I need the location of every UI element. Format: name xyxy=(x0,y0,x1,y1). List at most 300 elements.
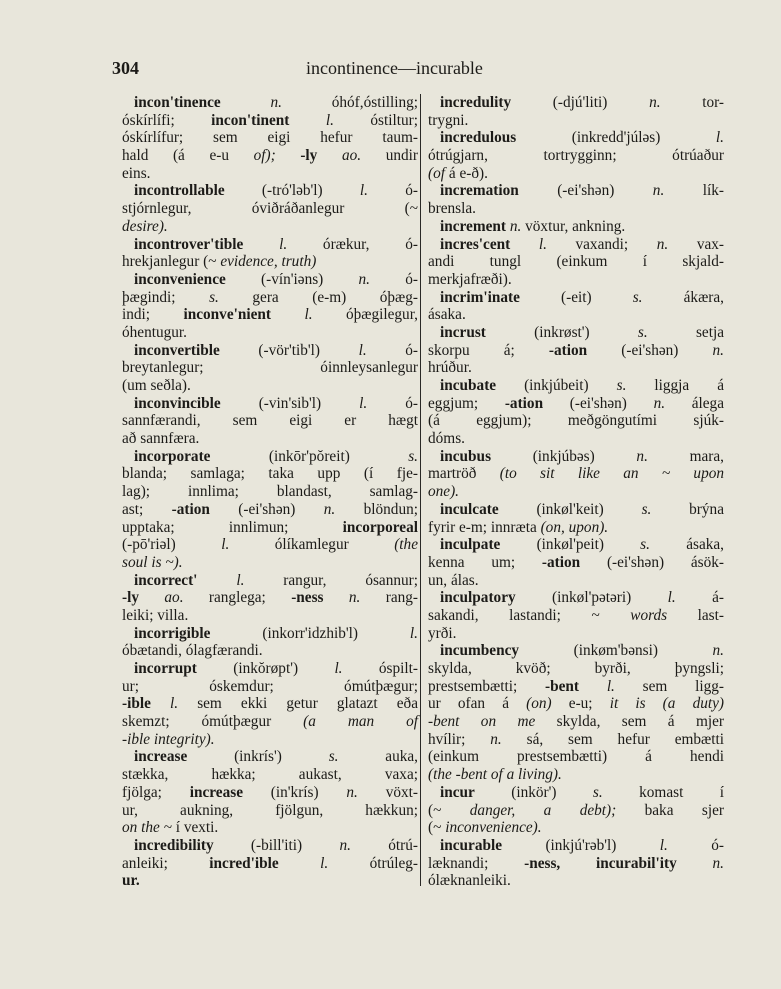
headword: inculpatory xyxy=(440,589,516,607)
text-line xyxy=(428,271,724,289)
definition-text xyxy=(317,147,342,164)
italic-text: s. xyxy=(328,748,339,766)
definition-text: órækur, ó- xyxy=(287,235,418,253)
text-line xyxy=(122,589,418,607)
definition-text: ó- xyxy=(367,394,418,412)
italic-text: ao. xyxy=(164,589,184,607)
text-line xyxy=(428,731,724,749)
italic-text: l. xyxy=(715,129,724,147)
text-line xyxy=(122,430,418,448)
definition-text: (-ei'shən) ásök- xyxy=(580,553,724,571)
text-line xyxy=(428,236,724,254)
definition-text: leiki; villa. xyxy=(122,606,189,624)
text-line xyxy=(428,289,724,307)
text-line xyxy=(428,395,724,413)
italic-text: (on) xyxy=(526,695,552,713)
definition-text: (-tró'ləb'l) xyxy=(224,182,360,200)
text-line xyxy=(428,819,724,837)
definition-text xyxy=(151,695,170,712)
definition-text: (inkorr'idzhib'l) xyxy=(210,624,410,642)
text-line xyxy=(122,625,418,643)
text-line xyxy=(122,784,418,802)
text-line xyxy=(122,554,418,572)
definition-text: (inkör') xyxy=(474,783,593,801)
italic-text: (to sit like an ~ upon xyxy=(499,465,725,483)
text-line xyxy=(428,112,724,130)
definition-text: óbætandi, ólagfærandi. xyxy=(122,642,263,660)
definition-text: vaxandi; xyxy=(546,235,657,253)
headword: incremation xyxy=(440,182,519,200)
text-line xyxy=(122,147,418,165)
left-column xyxy=(122,94,418,890)
text-line xyxy=(122,395,418,413)
definition-text: sem ekki getur glatazt eða xyxy=(178,695,418,713)
text-line xyxy=(122,112,418,130)
text-line xyxy=(428,607,724,625)
definition-text: andi tungl (einkum í skjald- xyxy=(428,253,724,271)
definition-text: brýna xyxy=(651,500,724,518)
text-line xyxy=(428,182,724,200)
definition-text: (~ xyxy=(428,801,470,819)
definition-text: læknandi; xyxy=(428,854,525,872)
definition-text: (inkōr'pŏreit) xyxy=(210,447,409,465)
text-line xyxy=(428,855,724,873)
definition-text: (inkjúbeit) xyxy=(496,377,617,394)
text-line xyxy=(122,695,418,713)
text-line xyxy=(122,165,418,183)
text-line xyxy=(122,483,418,501)
italic-text: n. xyxy=(712,854,725,872)
italic-text: l. xyxy=(359,182,368,200)
definition-text: ur ofan á xyxy=(428,695,527,713)
headword: incrim'inate xyxy=(440,288,520,306)
text-line xyxy=(428,359,724,377)
definition-text: (inkrís') xyxy=(187,748,329,766)
italic-text: l. xyxy=(659,836,668,854)
definition-text xyxy=(289,112,325,129)
definition-text: (-ei'shən) xyxy=(543,394,654,412)
definition-text: ur; óskemdur; ómútþægur; xyxy=(122,677,418,695)
text-line xyxy=(122,306,418,324)
text-line xyxy=(428,147,724,165)
italic-text: n. xyxy=(490,730,502,748)
italic-text: n. xyxy=(346,783,358,801)
italic-text: n. xyxy=(649,94,661,111)
italic-text: (the xyxy=(394,536,418,554)
italic-text: n. xyxy=(656,235,669,253)
definition-text: lag); innlima; blandast, samlag- xyxy=(122,483,418,501)
definition-text: stækka, hækka; aukast, vaxa; xyxy=(122,766,418,784)
definition-text xyxy=(279,855,320,872)
definition-text: (inkŏrøpt') xyxy=(196,660,335,677)
italic-text: desire). xyxy=(122,217,168,235)
headword: -ness xyxy=(291,589,324,607)
headword: incres'cent xyxy=(440,235,511,253)
text-line xyxy=(428,660,724,678)
definition-text: vöxtur, ankning. xyxy=(521,217,626,235)
definition-text: skylda, sem á mjer xyxy=(535,713,724,731)
definition-text xyxy=(510,236,539,253)
italic-text: n. xyxy=(636,447,648,465)
italic-text: l. xyxy=(667,589,676,607)
italic-text: s. xyxy=(637,323,648,341)
definition-text: (-vör'tib'l) xyxy=(219,341,359,359)
definition-text: rang- xyxy=(360,589,419,607)
definition-text: (-ei'shən) xyxy=(518,182,653,200)
text-line xyxy=(428,536,724,554)
text-line xyxy=(122,218,418,236)
italic-text: s. xyxy=(592,783,603,801)
definition-text: (-vín'iəns) xyxy=(225,270,359,288)
headword: inconvincible xyxy=(134,394,221,412)
definition-text: setja xyxy=(647,323,724,341)
definition-text: blanda; samlaga; taka upp (í fje- xyxy=(122,465,418,483)
text-line xyxy=(122,819,418,837)
italic-text: s. xyxy=(209,288,219,306)
definition-text: sannfærandi, sem eigi er hægt xyxy=(122,412,418,430)
text-line xyxy=(122,182,418,200)
definition-text: komast í xyxy=(602,783,724,801)
italic-text: danger, a debt); xyxy=(469,801,617,819)
headword: inculpate xyxy=(440,536,501,554)
text-line xyxy=(122,359,418,377)
headword: inculcate xyxy=(440,500,499,518)
headword: incorrigible xyxy=(134,624,211,642)
definition-text: yrði. xyxy=(428,624,457,642)
text-line xyxy=(122,377,418,395)
text-line xyxy=(428,678,724,696)
text-line xyxy=(122,501,418,519)
definition-text: (einkum prestsembætti) á hendi xyxy=(428,748,724,766)
italic-text: l. xyxy=(359,394,368,412)
definition-text: rangur, ósannur; xyxy=(244,571,419,589)
definition-text xyxy=(243,236,279,253)
definition-text: (inkøl'peit) xyxy=(500,536,641,554)
definition-text xyxy=(579,678,607,695)
headword: incon'tinence xyxy=(134,94,221,111)
definition-text: óspilt- xyxy=(342,660,418,677)
italic-text: n. xyxy=(653,394,666,412)
definition-text: (inkøm'bənsi) xyxy=(519,642,713,660)
italic-text: l. xyxy=(334,660,343,677)
definition-text: fjölga; xyxy=(122,783,190,801)
definition-text: óhóf,óstilling; xyxy=(281,94,418,111)
definition-text: undir xyxy=(361,147,418,165)
text-line xyxy=(428,713,724,731)
text-line xyxy=(428,342,724,360)
italic-text: l. xyxy=(325,111,334,129)
italic-text: n. xyxy=(652,182,665,200)
italic-text: (on, upon). xyxy=(540,518,609,536)
text-line xyxy=(122,289,418,307)
definition-text: óhentugur. xyxy=(122,323,188,341)
definition-text: skylda, kvöð; byrði, þyngsli; xyxy=(428,660,724,677)
definition-text: un, álas. xyxy=(428,571,479,589)
text-line xyxy=(428,695,724,713)
text-line xyxy=(428,129,724,147)
definition-text: (-eit) xyxy=(519,288,633,306)
text-line xyxy=(122,802,418,820)
definition-text: breytanlegur; óinnleysanlegur xyxy=(122,359,418,377)
definition-text: ólæknanleiki. xyxy=(428,872,511,890)
definition-text: merkjafræði). xyxy=(428,270,512,288)
definition-text: ótrú- xyxy=(350,836,418,854)
italic-text: (a man of xyxy=(303,713,418,731)
headword: increase xyxy=(134,748,188,766)
definition-text: (-vin'sib'l) xyxy=(220,394,360,412)
page-number: 304 xyxy=(112,58,139,78)
italic-text: (the -bent of a living). xyxy=(428,766,562,784)
definition-text: ásaka, xyxy=(649,536,724,554)
definition-text: (inkjú'rəb'l) xyxy=(502,836,660,854)
definition-text: (á eggjum); meðgöngutími sjúk- xyxy=(428,412,724,430)
definition-text: liggja á xyxy=(626,377,724,394)
headword: increment xyxy=(440,217,506,235)
text-line xyxy=(428,465,724,483)
italic-text: ao. xyxy=(341,147,362,165)
text-line xyxy=(428,784,724,802)
definition-text: trygni. xyxy=(428,111,469,129)
italic-text: s. xyxy=(640,536,650,554)
definition-text: last- xyxy=(667,606,724,624)
text-line xyxy=(428,519,724,537)
definition-text: gera (e-m) óþæg- xyxy=(218,288,418,306)
definition-text: (-bill'iti) xyxy=(213,836,340,854)
italic-text: -bent on me xyxy=(428,713,536,731)
definition-text: skemzt; ómútþægur xyxy=(122,713,304,731)
definition-text: (in'krís) xyxy=(243,783,347,801)
italic-text: n. xyxy=(323,500,336,518)
definition-text: álega xyxy=(665,394,724,412)
text-line xyxy=(122,766,418,784)
definition-text: hrekjanlegur (~ xyxy=(122,253,221,271)
definition-text: hrúður. xyxy=(428,359,472,377)
text-line xyxy=(122,713,418,731)
text-line xyxy=(122,536,418,554)
headword: -ness, incurabil'ity xyxy=(524,854,677,872)
text-line xyxy=(428,94,724,112)
headword: inconvertible xyxy=(134,341,220,359)
italic-text: on the ~ xyxy=(122,819,172,837)
italic-text: n. xyxy=(712,341,724,359)
italic-text: n. xyxy=(339,836,351,854)
definition-text xyxy=(276,147,301,164)
definition-text: ó- xyxy=(370,270,418,288)
definition-text xyxy=(677,855,713,872)
definition-text: ákæra, xyxy=(642,288,724,306)
text-line xyxy=(122,872,418,890)
headword: incorporeal xyxy=(342,518,418,536)
definition-text: þægindi; xyxy=(122,288,210,306)
definition-text: (-pō'riəl) xyxy=(122,536,222,554)
definition-text: brensla. xyxy=(428,200,476,218)
text-line xyxy=(428,572,724,590)
italic-text: one). xyxy=(428,483,460,501)
definition-text: prestsembætti; xyxy=(428,677,546,695)
definition-text: (inkrøst') xyxy=(485,323,638,341)
text-line xyxy=(122,678,418,696)
definition-text: kenna um; xyxy=(428,553,542,571)
text-line xyxy=(428,501,724,519)
text-line xyxy=(122,855,418,873)
headword: increase xyxy=(189,783,243,801)
headword: ur. xyxy=(122,872,140,890)
headword: incorporate xyxy=(134,447,211,465)
italic-text: words xyxy=(630,606,668,624)
italic-text: l. xyxy=(606,677,615,695)
definition-text: á e-ð). xyxy=(445,164,488,182)
italic-text: n. xyxy=(348,589,361,607)
headword: -ly xyxy=(300,147,318,165)
definition-text: mara, xyxy=(647,447,724,465)
definition-text: sakandi, lastandi; ~ xyxy=(428,606,631,624)
text-line xyxy=(122,271,418,289)
definition-text: martröð xyxy=(428,465,500,483)
definition-text: (inkjúbəs) xyxy=(491,447,637,465)
definition-text: (inkøl'pətəri) xyxy=(515,589,668,607)
definition-text: lík- xyxy=(664,182,724,200)
definition-text xyxy=(323,589,348,606)
text-line xyxy=(122,731,418,749)
definition-text: e-u; xyxy=(551,695,610,713)
italic-text: l. xyxy=(304,306,313,324)
definition-text: hvílir; xyxy=(428,730,491,748)
definition-text: vax- xyxy=(668,235,724,253)
italic-text: n. xyxy=(358,270,370,288)
column-divider xyxy=(420,94,421,886)
italic-text: l. xyxy=(279,235,288,253)
text-line xyxy=(428,253,724,271)
italic-text: l. xyxy=(320,854,329,872)
headword: incontrollable xyxy=(134,182,225,200)
text-line xyxy=(428,748,724,766)
definition-text: baka sjer xyxy=(616,801,724,819)
italic-text: s. xyxy=(408,447,418,465)
italic-text: inconvenience). xyxy=(445,819,542,837)
headword: incon'tinent xyxy=(211,111,290,129)
headword: incredulity xyxy=(440,94,512,111)
italic-text: s. xyxy=(616,377,627,394)
headword: -ible xyxy=(122,695,151,713)
definition-text: vöxt- xyxy=(357,783,418,801)
headword: incubate xyxy=(440,377,497,394)
definition-text: ó- xyxy=(667,836,724,854)
definition-text: (-ei'shən) xyxy=(209,500,324,518)
text-line xyxy=(428,642,724,660)
text-line xyxy=(122,660,418,678)
italic-text: l. xyxy=(236,571,245,589)
text-line xyxy=(122,412,418,430)
definition-text: skorpu á; xyxy=(428,341,549,359)
italic-text: s. xyxy=(641,500,652,518)
text-line xyxy=(428,412,724,430)
definition-text: ó- xyxy=(367,182,418,200)
headword: inconvenience xyxy=(134,270,226,288)
text-line xyxy=(428,625,724,643)
headword: incorrect' xyxy=(134,571,198,589)
headword: -ation xyxy=(548,341,588,359)
italic-text: s. xyxy=(632,288,643,306)
text-line xyxy=(122,253,418,271)
italic-text: it is (a duty) xyxy=(609,695,724,713)
headword: incubus xyxy=(440,447,492,465)
definition-text: ásaka. xyxy=(428,306,466,324)
text-line xyxy=(428,218,724,236)
italic-text: of); xyxy=(253,147,276,165)
text-line xyxy=(428,200,724,218)
text-line xyxy=(122,519,418,537)
text-line xyxy=(428,766,724,784)
definition-text: stjórnlegur, óviðráðanlegur (~ xyxy=(122,200,418,218)
italic-text: n. xyxy=(509,217,522,235)
definition-text: (um seðla). xyxy=(122,377,191,394)
text-line xyxy=(122,324,418,342)
text-line xyxy=(428,837,724,855)
headword: incrust xyxy=(440,323,486,341)
headword: incorrupt xyxy=(134,660,197,677)
definition-text: óskírlífi; xyxy=(122,111,212,129)
text-line xyxy=(428,165,724,183)
definition-text: (-ei'shən) xyxy=(587,341,713,359)
definition-text: blöndun; xyxy=(335,500,418,518)
italic-text: l. xyxy=(221,536,230,554)
definition-text: óskírlífur; sem eigi hefur taum- xyxy=(122,129,418,147)
definition-text: auka, xyxy=(338,748,418,766)
right-column xyxy=(428,94,724,890)
italic-text: l. xyxy=(538,235,547,253)
definition-text: ólíkamlegur xyxy=(229,536,395,554)
definition-text: ótrúgjarn, tortrygginn; ótrúaður xyxy=(428,147,724,165)
definition-text: ast; xyxy=(122,500,172,518)
definition-text: fyrir e-m; innræta xyxy=(428,518,541,536)
definition-text xyxy=(271,306,304,323)
text-line xyxy=(428,483,724,501)
text-line xyxy=(122,572,418,590)
definition-text: óstiltur; xyxy=(333,111,419,129)
text-line xyxy=(122,837,418,855)
italic-text: l. xyxy=(409,624,418,642)
definition-text xyxy=(221,94,271,111)
definition-text: ur, aukning, fjölgun, hækkun; xyxy=(122,801,418,819)
definition-text: (inkredd'júləs) xyxy=(516,129,716,147)
italic-text: n. xyxy=(270,94,282,111)
text-line xyxy=(428,872,724,890)
headword: incontrover'tible xyxy=(134,235,244,253)
definition-text: hald (á e-u xyxy=(122,147,254,165)
definition-text: ótrúleg- xyxy=(328,854,418,872)
headword: incur xyxy=(440,783,475,801)
headword: incredibility xyxy=(134,836,214,854)
definition-text xyxy=(139,589,164,606)
text-line xyxy=(428,430,724,448)
running-title: incontinence—incurable xyxy=(306,58,483,78)
text-line xyxy=(428,554,724,572)
italic-text: n. xyxy=(712,642,724,660)
headword: -ation xyxy=(171,500,210,518)
headword: inconve'nient xyxy=(183,306,272,324)
text-line xyxy=(122,448,418,466)
definition-text: óþægilegur, xyxy=(312,306,419,324)
text-line xyxy=(122,200,418,218)
text-line xyxy=(122,642,418,660)
definition-text: eins. xyxy=(122,164,151,182)
definition-text: tor- xyxy=(660,94,725,111)
text-line xyxy=(428,589,724,607)
italic-text: evidence, truth) xyxy=(220,253,317,271)
definition-text: sá, sem hefur embætti xyxy=(501,730,724,748)
text-line xyxy=(428,306,724,324)
italic-text: soul is ~). xyxy=(122,553,183,571)
